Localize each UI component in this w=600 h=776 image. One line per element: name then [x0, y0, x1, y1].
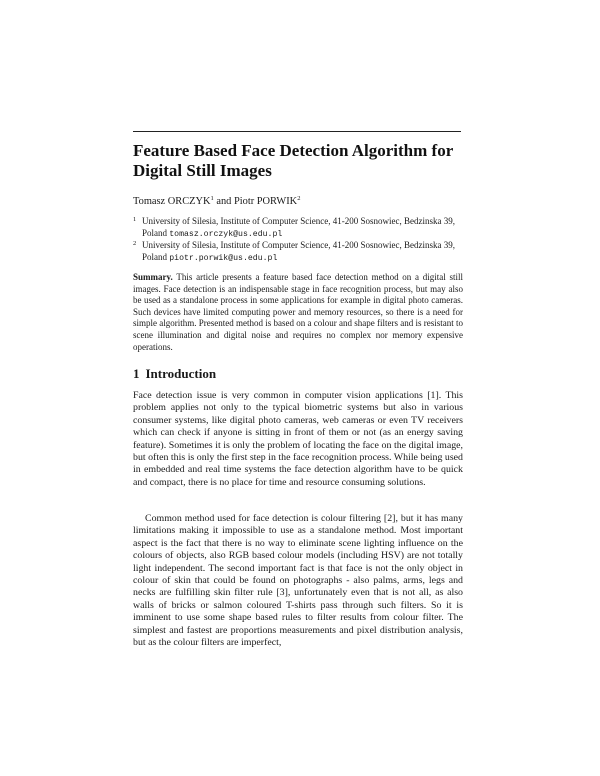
affiliation-1-text: University of Silesia, Institute of Computer Science, 41-200 Sosnowiec, Bedzinska 39, Poland: [142, 216, 455, 238]
author-2-name: Piotr PORWIK: [233, 196, 298, 207]
abstract: [133, 272, 463, 353]
author-1-sup: 1: [210, 195, 214, 202]
abstract-label: Summary.: [133, 272, 173, 282]
intro-paragraph-1: Face detection issue is very common in computer vision applications [1]. This problem applies not only to the typical biometric systems but also in various consumer systems, like digital photo cameras, web cameras or even TV receivers which can check if anyone is sitting in front of them or not (as an energy saving feature). Sometimes it is only the problem of locating the face on the digital image, but often this is only the first step in the face recognition process. While being used in embedded and real time systems the face detection algorithm have to be quick and compact, there is no place for time and resource consuming solutions.: [133, 390, 463, 488]
affiliation-1-email: tomasz.orczyk@us.edu.pl: [169, 229, 283, 239]
affiliation-1: [133, 216, 463, 240]
title-line-2: Digital Still Images: [133, 161, 272, 180]
author-1-name: Tomasz ORCZYK: [133, 196, 211, 207]
affiliation-1-number: 1: [133, 216, 137, 223]
author-line: [133, 192, 463, 208]
author-conjunction: and: [216, 196, 232, 207]
paper-title: [133, 141, 463, 181]
top-rule: [133, 131, 461, 132]
section-heading-introduction: [133, 366, 463, 382]
affiliation-2-text: University of Silesia, Institute of Computer Science, 41-200 Sosnowiec, Bedzinska 39, Poland: [142, 240, 455, 262]
affiliation-2: [133, 240, 463, 264]
section-title: Introduction: [145, 366, 217, 381]
affiliation-2-body: [133, 240, 463, 264]
author-2-sup: 2: [297, 195, 301, 202]
affiliation-2-number: 2: [133, 240, 137, 247]
title-line-1: Feature Based Face Detection Algorithm for: [133, 141, 454, 160]
section-number: 1: [133, 366, 140, 381]
abstract-text: This article presents a feature based face detection method on a digital still images. Face detection is an indispensable stage in face recognition process, but may also be used as a standalone process in some applications for example in digital photo cameras. Such devices have limited computing power and memory resources, so there is a need for simple algorithm. Presented method is based on a colour and shape filters and is resistant to scene illumination and digital noise and requires no complex nor memory expensive operations.: [133, 272, 463, 352]
affiliation-1-body: [133, 216, 463, 240]
intro-paragraph-2: Common method used for face detection is colour filtering [2], but it has many limitations making it impossible to use as a standalone method. Most important aspect is the fact that there is no way to eliminate scene lighting influence on the colours of objects, also RGB based colour models (including HSV) are not totally light independent. The second important fact is that face is not the only object in colour of skin that could be found on photographs - also palms, arms, legs and necks are fulfilling skin filter rule [3], unfortunately even that is not all, as also walls of bricks or salmon coloured T-shirts pass through such filters. So it is imminent to use some shape based rules to filter results from colour filter. The simplest and fastest are proportions measurements and pixel distribution analysis, but as the colour filters are imperfect,: [133, 513, 463, 649]
affiliation-2-email: piotr.porwik@us.edu.pl: [169, 253, 278, 263]
